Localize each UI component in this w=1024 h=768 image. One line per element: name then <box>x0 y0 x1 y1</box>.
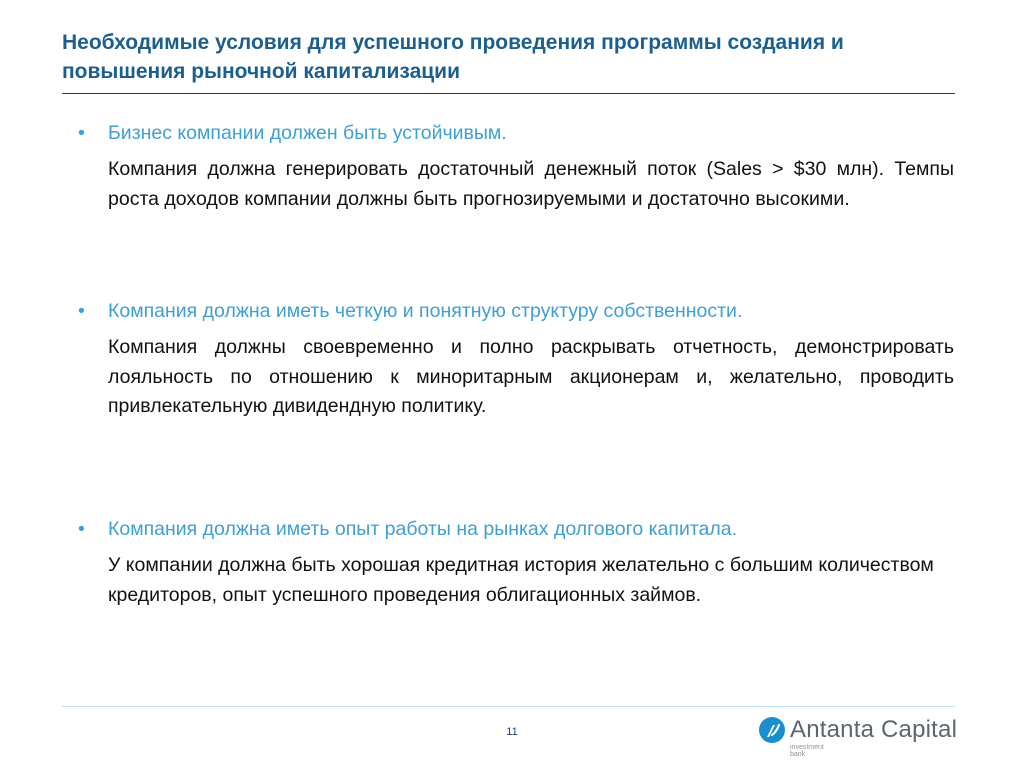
item-text: У компании должна быть хорошая кредитная история желательно с большим количеством кредиторов, опыт успешного проведения облигационных займов. <box>108 554 934 606</box>
slide-body <box>78 118 954 610</box>
bullet-icon: • <box>78 300 85 322</box>
list-item <box>78 296 954 514</box>
logo-subtitle: investment bank <box>790 744 824 758</box>
slide-title: Необходимые условия для успешного проведения программы создания и повышения рыночной капитализации <box>62 31 844 83</box>
item-heading: Бизнес компании должен быть устойчивым. <box>108 122 507 144</box>
company-logo <box>758 714 958 758</box>
logo-wordmark: Antanta Capital <box>790 716 958 743</box>
bullet-icon: • <box>78 518 85 540</box>
item-text: Компания должна генерировать достаточный денежный поток (Sales > $30 млн). Темпы роста доходов компании должны быть прогнозируемыми и достаточно высокими. <box>108 158 954 210</box>
bullet-icon: • <box>78 122 85 144</box>
item-heading: Компания должна иметь опыт работы на рынках долгового капитала. <box>108 518 738 540</box>
title-divider <box>62 93 955 94</box>
footer-divider <box>62 706 955 707</box>
item-text: Компания должны своевременно и полно раскрывать отчетность, демонстрировать лояльность по отношению к миноритарным акционерам и, желательно, проводить привлекательную дивидендную политику. <box>108 336 954 417</box>
list-item <box>78 514 954 610</box>
item-heading: Компания должна иметь четкую и понятную структуру собственности. <box>108 300 743 322</box>
page-number: 11 <box>506 726 518 738</box>
list-item <box>78 118 954 296</box>
antanta-mark-icon <box>758 716 786 744</box>
